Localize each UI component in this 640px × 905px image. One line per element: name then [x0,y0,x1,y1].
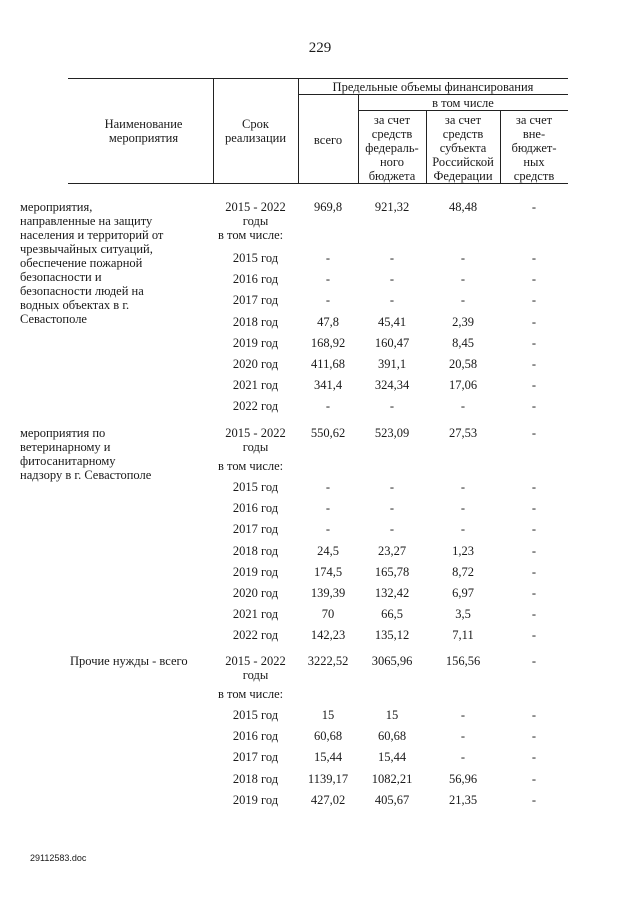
term-cell: 2020 год [232,356,279,371]
subject-cell: 3,5 [455,607,471,622]
term-cell: 2015 год [232,251,279,265]
federal-cell: 23,27 [377,543,407,558]
table-row [68,200,568,228]
total-cell: 70 [321,607,335,622]
subject-cell: - [460,399,466,414]
federal-cell: 405,67 [374,792,410,807]
term-cell: 2015 - 2022 годы [225,654,286,682]
total-cell: 427,02 [310,792,346,807]
term-cell: 2017 год [232,293,279,308]
federal-cell: 15,44 [377,750,407,765]
subject-cell: 27,53 [448,426,478,440]
total-cell: 47,8 [317,314,339,329]
header-federal: за счет средств федераль-ного бюджета [365,113,419,183]
header-total: всего [313,133,343,147]
subject-cell: - [460,708,466,722]
footer-filename: 29112583.doc [30,853,87,863]
total-cell: - [325,501,331,516]
extra-cell: - [531,522,537,537]
term-cell: 2021 год [232,607,279,622]
total-cell: - [325,293,331,308]
subject-cell: 7,11 [452,628,474,643]
federal-cell: 3065,96 [371,654,413,668]
term-cell: 2016 год [232,501,279,516]
subject-cell: - [460,729,466,744]
subject-cell: - [460,272,466,287]
table-row [68,565,568,586]
federal-cell: 523,09 [374,426,410,440]
federal-cell: - [389,501,395,516]
table-row [68,729,568,750]
extra-cell: - [531,426,537,440]
table-row [68,654,568,687]
federal-cell: - [389,251,395,265]
term-cell: 2022 год [232,628,279,643]
extra-cell: - [531,335,537,350]
table-row [68,793,568,814]
total-cell: 341,4 [313,378,343,393]
extra-cell: - [531,272,537,287]
section-name: мероприятия, направленные на защиту населения и территорий от чрезвычайных ситуаций, обеспечение пожарной безопасности и безопасности людей на водных объектах в г. Севастополе [20,200,164,326]
table-row [68,272,568,293]
incl-label: в том числе: [218,459,284,473]
total-cell: 969,8 [313,200,343,214]
total-cell: - [325,399,331,414]
table-row [68,336,568,357]
subject-cell: - [460,750,466,765]
subject-cell: - [460,293,466,308]
table-row [68,628,568,649]
total-cell: 1139,17 [307,771,349,786]
extra-cell: - [531,356,537,371]
term-cell: 2015 - 2022 годы [225,200,286,228]
subject-cell: 2,39 [452,314,474,329]
total-cell: - [325,272,331,287]
extra-cell: - [531,771,537,786]
federal-cell: 324,34 [374,378,410,393]
table-header [68,78,568,184]
extra-cell: - [531,607,537,622]
extra-cell: - [531,543,537,558]
table-row [68,399,568,420]
section-name: Прочие нужды - всего [70,654,188,668]
subject-cell: - [460,251,466,265]
term-cell: 2018 год [232,771,279,786]
federal-cell: - [389,522,395,537]
federal-cell: 66,5 [381,607,403,622]
federal-cell: - [389,293,395,308]
extra-cell: - [531,750,537,765]
table-row [68,251,568,272]
federal-cell: - [389,480,395,494]
subject-cell: 1,23 [452,543,474,558]
term-cell: 2015 год [232,480,279,494]
term-cell: 2017 год [232,750,279,765]
federal-cell: 160,47 [374,335,410,350]
table-row [68,586,568,607]
section-name: мероприятия по ветеринарному и фитосанитарному надзору в г. Севастополе [20,426,152,482]
term-cell: 2022 год [232,399,279,414]
federal-cell: - [389,272,395,287]
extra-cell: - [531,480,537,494]
page-number: 229 [308,40,332,56]
extra-cell: - [531,314,537,329]
table-row [68,607,568,628]
header-subject: за счет средств субъекта Российской Федерации [432,113,494,183]
table-row [68,293,568,314]
extra-cell: - [531,564,537,579]
term-cell: 2015 - 2022 годы [225,426,286,454]
header-term: Срок реализации [224,117,287,145]
subject-cell: - [460,480,466,494]
total-cell: 550,62 [310,426,346,440]
federal-cell: 15 [385,708,399,722]
federal-cell: - [389,399,395,414]
total-cell: 139,39 [310,585,346,600]
extra-cell: - [531,708,537,722]
table-row [68,772,568,793]
header-funding: Предельные объемы финансирования [332,80,534,94]
term-cell: 2015 год [232,708,279,722]
subject-cell: - [460,501,466,516]
term-cell: 2018 год [232,314,279,329]
total-cell: 15,44 [313,750,343,765]
term-cell: 2021 год [232,378,279,393]
table-row [68,522,568,543]
total-cell: - [325,480,331,494]
total-cell: - [325,251,331,265]
total-cell: - [325,522,331,537]
extra-cell: - [531,399,537,414]
total-cell: 24,5 [317,543,339,558]
federal-cell: 921,32 [374,200,410,214]
extra-cell: - [531,293,537,308]
subject-cell: 48,48 [448,200,478,214]
subject-cell: - [460,522,466,537]
table-row [68,315,568,336]
federal-cell: 391,1 [377,356,407,371]
table-row [68,357,568,378]
table-row [68,708,568,729]
federal-cell: 135,12 [374,628,410,643]
term-cell: 2018 год [232,543,279,558]
federal-cell: 1082,21 [371,771,413,786]
total-cell: 3222,52 [307,654,349,668]
term-cell: 2016 год [232,729,279,744]
table-row [68,426,568,459]
header-incl: в том числе [432,96,494,110]
extra-cell: - [531,378,537,393]
subject-cell: 17,06 [448,378,478,393]
total-cell: 142,23 [310,628,346,643]
table-row [68,480,568,501]
term-cell: 2017 год [232,522,279,537]
term-cell: 2019 год [232,335,279,350]
term-cell: 2019 год [232,792,279,807]
table-row [68,378,568,399]
total-cell: 60,68 [313,729,343,744]
total-cell: 168,92 [310,335,346,350]
term-cell: 2016 год [232,272,279,287]
total-cell: 15 [321,708,335,722]
subject-cell: 56,96 [448,771,478,786]
federal-cell: 132,42 [374,585,410,600]
extra-cell: - [531,792,537,807]
extra-cell: - [531,585,537,600]
term-cell: 2020 год [232,585,279,600]
extra-cell: - [531,251,537,265]
extra-cell: - [531,501,537,516]
federal-cell: 45,41 [377,314,407,329]
subject-cell: 156,56 [445,654,481,668]
subject-cell: 8,45 [452,335,474,350]
extra-cell: - [531,628,537,643]
incl-label: в том числе: [218,228,284,242]
extra-cell: - [531,729,537,744]
subject-cell: 6,97 [452,585,474,600]
header-extra: за счет вне-бюджет-ных средств [511,113,557,183]
extra-cell: - [531,654,537,668]
subject-cell: 21,35 [448,792,478,807]
incl-label: в том числе: [218,687,284,701]
header-name: Наименование мероприятия [104,117,183,145]
table-row [68,544,568,565]
total-cell: 174,5 [313,564,343,579]
total-cell: 411,68 [311,356,345,371]
subject-cell: 20,58 [448,356,478,371]
term-cell: 2019 год [232,564,279,579]
table-row [68,501,568,522]
subject-cell: 8,72 [452,564,474,579]
federal-cell: 60,68 [377,729,407,744]
extra-cell: - [531,200,537,214]
federal-cell: 165,78 [374,564,410,579]
table-row [68,750,568,771]
